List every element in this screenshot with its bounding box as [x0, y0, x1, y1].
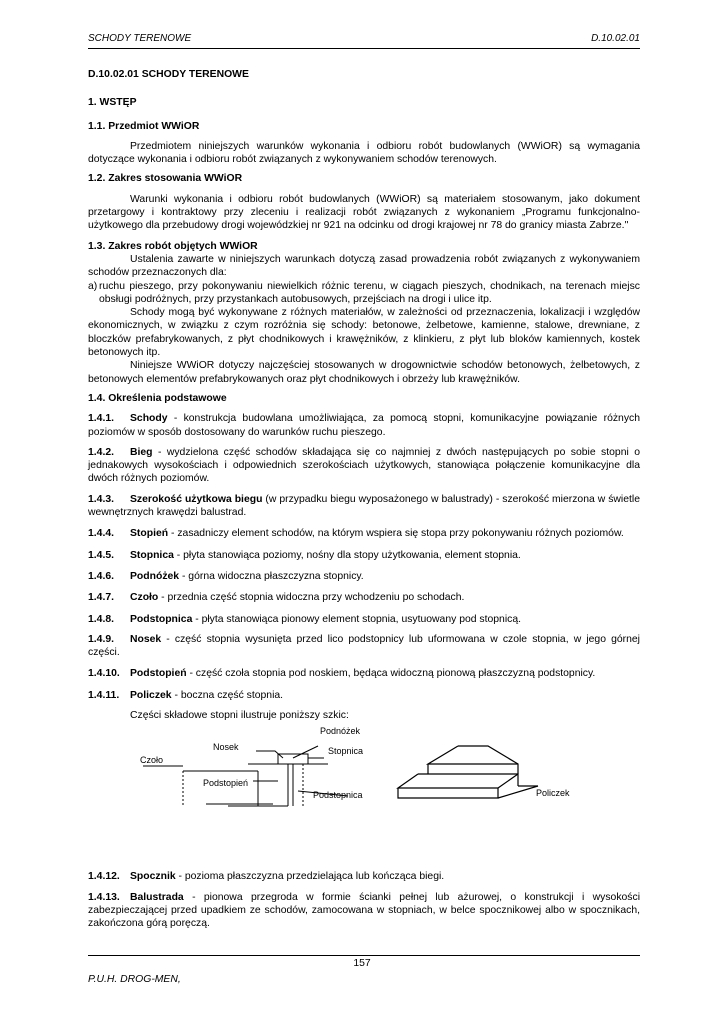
section-1-4-heading: 1.4. Określenia podstawowe	[88, 392, 227, 404]
definition-term: Stopień	[130, 528, 169, 540]
document-body	[88, 68, 640, 930]
definition-term: Balustrada	[130, 891, 184, 903]
section-1-3-materials: Schody mogą być wykonywane z różnych materiałów, w zależności od przeznaczenia, lokalizacji i względów ekonomicznych, w związku z czym rozróżnia się schody: betonowe, żelbetowe, kamienne, stalowe, drewniane, z bloczków prefabrykowanych, z płyt chodnikowych i krawężników, z klinkieru, z płyt lub bloków kamiennych, kostek betonowych itp.	[88, 307, 640, 359]
definition-term: Podstopień	[130, 668, 187, 680]
definition-item	[88, 527, 640, 540]
definition-term: Policzek	[130, 689, 172, 701]
definition-text: - płyta stanowiąca pionowy element stopnia, usytuowany pod stopnicą.	[192, 613, 522, 625]
label-czolo: Czoło	[140, 755, 164, 766]
section-1-2-text: Warunki wykonania i odbioru robót budowlanych (WWiOR) są materiałem stosowanym, jako dokument przetargowy i kontraktowy przy zleceniu i realizacji robót związanych z wykonaniem „Programu funkcjonalno-użytkowego dla przebudowy drogi wojewódzkiej nr 921 na odcinku od drogi krajowej nr 78 do granicy miasta Zabrze."	[88, 193, 640, 232]
definition-item	[88, 549, 640, 562]
label-podstopien: Podstopień	[203, 778, 249, 789]
header-title: SCHODY TERENOWE	[88, 33, 192, 44]
header-code: D.10.02.01	[591, 33, 640, 44]
perspective-drawing	[398, 746, 538, 798]
label-stopnica: Stopnica	[328, 746, 364, 757]
definition-term: Podstopnica	[130, 613, 193, 625]
label-podnozek: Podnóżek	[320, 726, 361, 737]
document-title: D.10.02.01 SCHODY TERENOWE	[88, 69, 249, 80]
definition-number: 1.4.13.	[88, 891, 120, 903]
definition-item	[88, 870, 640, 883]
label-podstopnica: Podstopnica	[313, 790, 363, 801]
definition-term: Stopnica	[130, 549, 174, 561]
section-1-3-heading: 1.3. Zakres robót objętych WWiOR	[88, 240, 258, 252]
definition-text: (w przypadku biegu wyposażonego w balustrady) - szerokość mierzona w świetle wewnętrznych krawędzi balustrad.	[88, 493, 640, 519]
definition-term: Nosek	[130, 633, 162, 645]
list-item-text: ruchu pieszego, przy pokonywaniu niewielkich różnic terenu, w ciągach pieszych, chodnikach, na terenach miejsc obsługi podróżnych, przy przystankach autobusowych, przejściach na drogi i ulice itp.	[99, 280, 640, 305]
stair-sketch-figure	[88, 726, 640, 856]
list-marker: a)	[88, 280, 98, 292]
definitions-list-continued	[88, 870, 640, 930]
stair-parts-sketch	[88, 726, 640, 856]
definition-number: 1.4.9.	[88, 633, 114, 645]
definition-text: - część stopnia wysunięta przed lico podstopnicy lub uformowana w czole stopnia, w jego górnej części.	[88, 633, 640, 659]
definitions-list	[88, 412, 640, 702]
definition-number: 1.4.4.	[88, 528, 114, 540]
definition-number: 1.4.8.	[88, 613, 114, 625]
section-1-1-heading: 1.1. Przedmiot WWiOR	[88, 120, 200, 132]
definition-number: 1.4.1.	[88, 413, 114, 425]
footer-company: P.U.H. DROG-MEN,	[88, 974, 181, 985]
definition-text: - pozioma płaszczyzna przedzielająca lub kończąca biegi.	[175, 871, 445, 883]
sketch-caption: Części składowe stopni ilustruje poniższy szkic:	[130, 709, 349, 721]
definition-text: - wydzielona część schodów składająca się co najmniej z dwóch następujących po sobie stopni o jednakowych wysokościach i odpowiednich szerokościach użytkowych, stanowiąca połączenie komunikacyjne dla dwóch różnych poziomów.	[88, 446, 640, 485]
definition-item	[88, 493, 640, 520]
definition-term: Czoło	[130, 592, 159, 604]
definition-term: Szerokość użytkowa biegu	[130, 493, 263, 505]
definition-item	[88, 591, 640, 604]
section-1-1-text: Przedmiotem niniejszych warunków wykonania i odbioru robót budowlanych (WWiOR) są wymagania dotyczące wykonania i odbioru robót związanych z wykonywaniem schodów terenowych.	[88, 140, 640, 166]
definition-item	[88, 689, 640, 702]
definition-text: - przednia część stopnia widoczna przy wchodzeniu po schodach.	[158, 592, 465, 604]
definition-number: 1.4.10.	[88, 668, 120, 680]
definition-number: 1.4.6.	[88, 570, 114, 582]
definition-text: - płyta stanowiąca poziomy, nośny dla stopy użytkowania, element stopnia.	[173, 549, 521, 561]
definition-text: - konstrukcja budowlana umożliwiająca, za pomocą stopni, komunikacyjne powiązanie różnych poziomów w sposób dostosowany do warunków ruchu pieszego.	[88, 413, 640, 438]
label-policzek: Policzek	[536, 788, 570, 799]
page-header	[88, 33, 640, 44]
definition-number: 1.4.3.	[88, 493, 114, 505]
definition-term: Schody	[130, 413, 168, 425]
definition-number: 1.4.12.	[88, 871, 120, 883]
section-1-3-scope: Niniejsze WWiOR dotyczy najczęściej stosowanych w drogownictwie schodów betonowych, żelbetowych, z betonowych elementów prefabrykowanych oraz płyt chodnikowych i obrzeży lub krawężników.	[88, 360, 640, 385]
definition-number: 1.4.5.	[88, 549, 114, 561]
definition-text: - boczna część stopnia.	[171, 689, 284, 701]
definition-item	[88, 667, 640, 680]
definition-term: Spocznik	[130, 871, 176, 883]
definition-item	[88, 891, 640, 931]
definition-text: - pionowa przegroda w formie ścianki pełnej lub ażurowej, o konstrukcji i wysokości zabezpieczającej przed upadkiem ze schodów, zamocowana w stopniach, w belce spocznikowej albo w spocznikach, zakończona górą poręczą.	[88, 891, 640, 930]
definition-number: 1.4.11.	[88, 689, 120, 701]
definition-number: 1.4.7.	[88, 592, 114, 604]
scope-list-item	[88, 280, 640, 307]
definition-item	[88, 633, 640, 660]
definition-term: Podnóżek	[130, 570, 180, 582]
section-1-heading: 1. WSTĘP	[88, 97, 137, 109]
definition-item	[88, 412, 640, 439]
definition-term: Bieg	[130, 446, 153, 458]
definition-item	[88, 613, 640, 626]
definition-item	[88, 446, 640, 486]
footer-rule	[88, 955, 640, 956]
definition-text: - część czoła stopnia pod noskiem, będąca widoczną pionową płaszczyzną podstopnicy.	[186, 668, 596, 680]
definition-number: 1.4.2.	[88, 446, 114, 458]
definition-text: - górna widoczna płaszczyzna stopnicy.	[179, 570, 364, 582]
definition-item	[88, 570, 640, 583]
section-1-3-intro: Ustalenia zawarte w niniejszych warunkach dotyczą zasad prowadzenia robót związanych z wykonywaniem schodów przeznaczonych dla:	[88, 253, 640, 279]
definition-text: - zasadniczy element schodów, na którym wspiera się stopa przy pokonywaniu różnych poziomów.	[168, 528, 624, 540]
page-number: 157	[353, 958, 371, 969]
label-nosek: Nosek	[213, 742, 239, 753]
section-1-2-heading: 1.2. Zakres stosowania WWiOR	[88, 173, 243, 185]
header-rule	[88, 48, 640, 49]
